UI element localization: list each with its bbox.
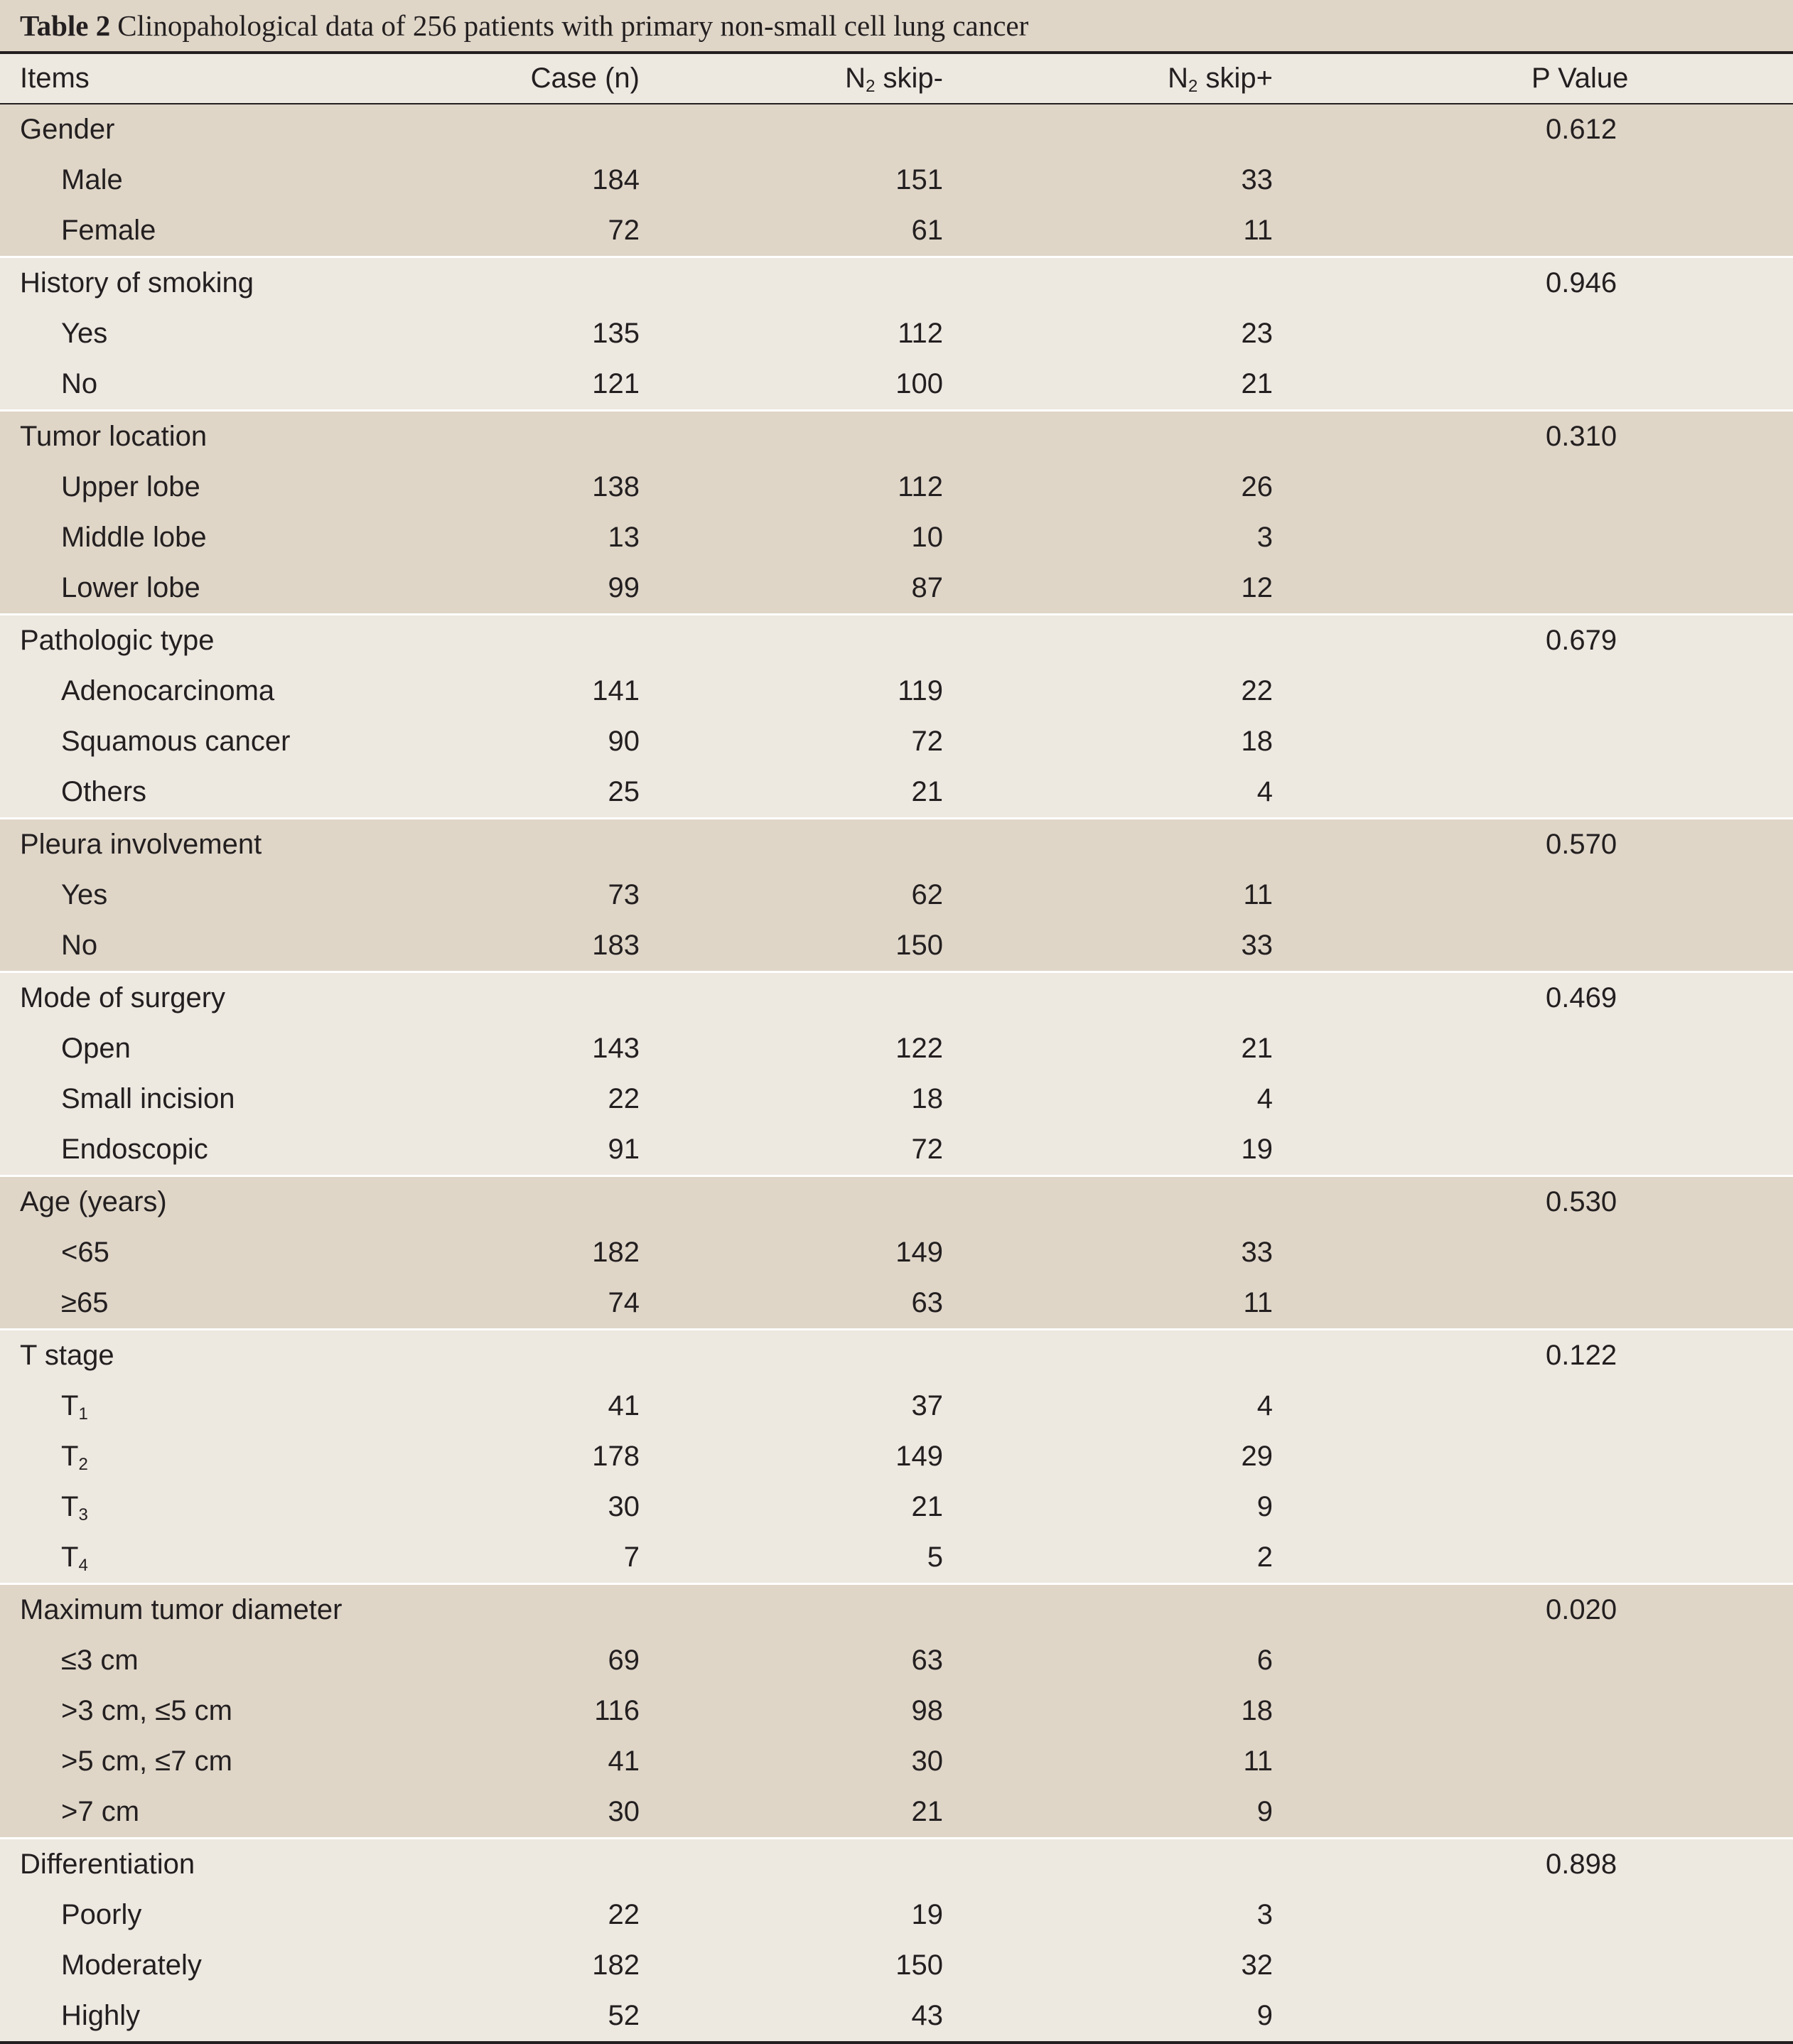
row-label: Squamous cancer	[0, 716, 455, 767]
group-header-row	[0, 615, 1793, 667]
n2-skip-minus-count: 19	[640, 1890, 986, 1940]
row-p-cell	[1323, 716, 1793, 767]
n2-skip-plus-count: 33	[986, 920, 1323, 972]
table-caption	[0, 0, 1793, 51]
case-count: 25	[455, 767, 640, 819]
n2-skip-minus-count: 43	[640, 1991, 986, 2043]
group-header-row	[0, 1839, 1793, 1890]
case-count: 13	[455, 512, 640, 563]
caption-label: Table 2	[20, 9, 111, 42]
group-label: Pathologic type	[0, 615, 455, 667]
group-header-row	[0, 104, 1793, 155]
group-header-row	[0, 1584, 1793, 1636]
n2-skip-plus-count: 9	[986, 1991, 1323, 2043]
case-count: 138	[455, 462, 640, 512]
row-p-cell	[1323, 1940, 1793, 1991]
case-count: 22	[455, 1890, 640, 1940]
row-p-cell	[1323, 1074, 1793, 1124]
case-count: 143	[455, 1023, 640, 1074]
header-n2-skip-minus	[640, 53, 986, 104]
table-row	[0, 716, 1793, 767]
case-count: 90	[455, 716, 640, 767]
table-row	[0, 1227, 1793, 1278]
case-count: 99	[455, 563, 640, 615]
n2-skip-minus-count: 112	[640, 462, 986, 512]
row-group	[0, 104, 1793, 257]
header-n2-minus-base: N	[845, 63, 866, 94]
n2-skip-plus-count: 19	[986, 1124, 1323, 1176]
table-row	[0, 308, 1793, 359]
n2-skip-minus-count: 21	[640, 1482, 986, 1532]
row-label-base: T	[61, 1390, 79, 1421]
row-label: Highly	[0, 1991, 455, 2043]
group-n2-plus-cell	[986, 819, 1323, 871]
n2-skip-minus-count: 112	[640, 308, 986, 359]
p-value: 0.122	[1323, 1330, 1793, 1382]
row-group	[0, 1330, 1793, 1584]
n2-skip-minus-count: 149	[640, 1431, 986, 1482]
group-case-cell	[455, 411, 640, 463]
n2-skip-plus-count: 23	[986, 308, 1323, 359]
case-count: 135	[455, 308, 640, 359]
row-label-subscript: 2	[78, 1455, 88, 1474]
n2-skip-plus-count: 11	[986, 870, 1323, 920]
table-row	[0, 1686, 1793, 1736]
n2-skip-plus-count: 26	[986, 462, 1323, 512]
header-n2-plus-sub: 2	[1188, 77, 1198, 96]
row-p-cell	[1323, 1227, 1793, 1278]
p-value: 0.020	[1323, 1584, 1793, 1636]
row-group	[0, 411, 1793, 615]
n2-skip-minus-count: 37	[640, 1381, 986, 1431]
row-label: Poorly	[0, 1890, 455, 1940]
row-label: No	[0, 359, 455, 411]
n2-skip-plus-count: 11	[986, 205, 1323, 257]
row-group	[0, 1584, 1793, 1839]
row-p-cell	[1323, 870, 1793, 920]
p-value: 0.679	[1323, 615, 1793, 667]
row-p-cell	[1323, 155, 1793, 205]
n2-skip-plus-count: 18	[986, 716, 1323, 767]
case-count: 41	[455, 1736, 640, 1787]
row-label: >3 cm, ≤5 cm	[0, 1686, 455, 1736]
table-row	[0, 1124, 1793, 1176]
case-count: 52	[455, 1991, 640, 2043]
group-n2-minus-cell	[640, 411, 986, 463]
header-n2-skip-plus	[986, 53, 1323, 104]
n2-skip-minus-count: 151	[640, 155, 986, 205]
header-n2-plus-base: N	[1168, 63, 1189, 94]
n2-skip-minus-count: 149	[640, 1227, 986, 1278]
n2-skip-plus-count: 6	[986, 1635, 1323, 1686]
n2-skip-plus-count: 12	[986, 563, 1323, 615]
table-row	[0, 920, 1793, 972]
row-label: >7 cm	[0, 1787, 455, 1839]
group-n2-plus-cell	[986, 615, 1323, 667]
group-case-cell	[455, 1839, 640, 1890]
group-n2-plus-cell	[986, 411, 1323, 463]
case-count: 178	[455, 1431, 640, 1482]
table-row	[0, 1787, 1793, 1839]
n2-skip-plus-count: 21	[986, 1023, 1323, 1074]
p-value: 0.469	[1323, 972, 1793, 1024]
table-row	[0, 1890, 1793, 1940]
group-label: Age (years)	[0, 1176, 455, 1228]
case-count: 183	[455, 920, 640, 972]
n2-skip-minus-count: 10	[640, 512, 986, 563]
group-n2-minus-cell	[640, 1839, 986, 1890]
row-label: Endoscopic	[0, 1124, 455, 1176]
n2-skip-minus-count: 5	[640, 1532, 986, 1584]
n2-skip-minus-count: 150	[640, 1940, 986, 1991]
n2-skip-plus-count: 11	[986, 1736, 1323, 1787]
header-n2-minus-rest: skip-	[875, 63, 943, 94]
row-label: Small incision	[0, 1074, 455, 1124]
group-label: Differentiation	[0, 1839, 455, 1890]
case-count: 121	[455, 359, 640, 411]
n2-skip-plus-count: 33	[986, 155, 1323, 205]
table-row	[0, 1940, 1793, 1991]
group-n2-minus-cell	[640, 615, 986, 667]
group-n2-plus-cell	[986, 1176, 1323, 1228]
n2-skip-minus-count: 72	[640, 1124, 986, 1176]
n2-skip-minus-count: 62	[640, 870, 986, 920]
header-n2-minus-sub: 2	[866, 77, 876, 96]
row-label: Yes	[0, 308, 455, 359]
n2-skip-minus-count: 63	[640, 1278, 986, 1330]
table-row	[0, 359, 1793, 411]
table-row	[0, 563, 1793, 615]
case-count: 22	[455, 1074, 640, 1124]
row-p-cell	[1323, 1482, 1793, 1532]
group-n2-plus-cell	[986, 104, 1323, 155]
p-value: 0.310	[1323, 411, 1793, 463]
row-label	[0, 1482, 455, 1532]
row-group	[0, 1839, 1793, 2043]
row-p-cell	[1323, 666, 1793, 716]
row-p-cell	[1323, 1736, 1793, 1787]
case-count: 116	[455, 1686, 640, 1736]
row-p-cell	[1323, 512, 1793, 563]
case-count: 141	[455, 666, 640, 716]
group-n2-minus-cell	[640, 104, 986, 155]
row-group	[0, 257, 1793, 411]
header-p-value: P Value	[1323, 53, 1793, 104]
row-p-cell	[1323, 308, 1793, 359]
row-p-cell	[1323, 205, 1793, 257]
header-n2-plus-rest: skip+	[1197, 63, 1273, 94]
row-label	[0, 1381, 455, 1431]
n2-skip-minus-count: 21	[640, 1787, 986, 1839]
n2-skip-minus-count: 30	[640, 1736, 986, 1787]
group-label: History of smoking	[0, 257, 455, 309]
group-n2-minus-cell	[640, 819, 986, 871]
row-p-cell	[1323, 767, 1793, 819]
row-label: <65	[0, 1227, 455, 1278]
row-label: Upper lobe	[0, 462, 455, 512]
group-case-cell	[455, 615, 640, 667]
row-group	[0, 1176, 1793, 1330]
table-row	[0, 1381, 1793, 1431]
row-group	[0, 615, 1793, 819]
group-label: Pleura involvement	[0, 819, 455, 871]
case-count: 30	[455, 1787, 640, 1839]
n2-skip-plus-count: 18	[986, 1686, 1323, 1736]
table-row	[0, 1482, 1793, 1532]
caption-text: Clinopahological data of 256 patients with primary non-small cell lung cancer	[117, 9, 1029, 42]
row-p-cell	[1323, 1686, 1793, 1736]
row-p-cell	[1323, 462, 1793, 512]
row-label	[0, 1532, 455, 1584]
case-count: 73	[455, 870, 640, 920]
group-header-row	[0, 1176, 1793, 1228]
header-case: Case (n)	[455, 53, 640, 104]
row-p-cell	[1323, 1124, 1793, 1176]
row-label: Moderately	[0, 1940, 455, 1991]
row-p-cell	[1323, 359, 1793, 411]
row-p-cell	[1323, 1381, 1793, 1431]
group-header-row	[0, 1330, 1793, 1382]
n2-skip-minus-count: 122	[640, 1023, 986, 1074]
case-count: 30	[455, 1482, 640, 1532]
table-row	[0, 1023, 1793, 1074]
row-label-base: T	[61, 1491, 79, 1522]
n2-skip-plus-count: 21	[986, 359, 1323, 411]
header-row	[0, 53, 1793, 104]
row-label: ≤3 cm	[0, 1635, 455, 1686]
group-case-cell	[455, 1176, 640, 1228]
case-count: 7	[455, 1532, 640, 1584]
group-case-cell	[455, 104, 640, 155]
group-case-cell	[455, 257, 640, 309]
row-label-subscript: 3	[78, 1505, 88, 1524]
row-p-cell	[1323, 1991, 1793, 2043]
table-row	[0, 1278, 1793, 1330]
group-case-cell	[455, 972, 640, 1024]
n2-skip-minus-count: 98	[640, 1686, 986, 1736]
n2-skip-plus-count: 4	[986, 1381, 1323, 1431]
row-label: No	[0, 920, 455, 972]
row-p-cell	[1323, 1278, 1793, 1330]
n2-skip-minus-count: 100	[640, 359, 986, 411]
table-row	[0, 1991, 1793, 2043]
n2-skip-plus-count: 2	[986, 1532, 1323, 1584]
n2-skip-minus-count: 61	[640, 205, 986, 257]
group-header-row	[0, 972, 1793, 1024]
group-n2-minus-cell	[640, 1584, 986, 1636]
row-label: >5 cm, ≤7 cm	[0, 1736, 455, 1787]
table-row	[0, 1635, 1793, 1686]
group-n2-minus-cell	[640, 1330, 986, 1382]
case-count: 184	[455, 155, 640, 205]
table-row	[0, 666, 1793, 716]
clinicopathological-table	[0, 51, 1793, 2044]
row-p-cell	[1323, 1890, 1793, 1940]
group-case-cell	[455, 819, 640, 871]
n2-skip-minus-count: 119	[640, 666, 986, 716]
n2-skip-plus-count: 33	[986, 1227, 1323, 1278]
table-row	[0, 462, 1793, 512]
row-p-cell	[1323, 1787, 1793, 1839]
n2-skip-plus-count: 9	[986, 1482, 1323, 1532]
n2-skip-plus-count: 29	[986, 1431, 1323, 1482]
row-label: Lower lobe	[0, 563, 455, 615]
row-label-base: T	[61, 1441, 79, 1472]
n2-skip-minus-count: 72	[640, 716, 986, 767]
n2-skip-minus-count: 63	[640, 1635, 986, 1686]
table-row	[0, 1532, 1793, 1584]
row-label: Yes	[0, 870, 455, 920]
p-value: 0.570	[1323, 819, 1793, 871]
row-label-subscript: 4	[78, 1556, 88, 1575]
n2-skip-minus-count: 87	[640, 563, 986, 615]
row-label: Open	[0, 1023, 455, 1074]
row-label: Middle lobe	[0, 512, 455, 563]
n2-skip-plus-count: 22	[986, 666, 1323, 716]
row-label: Female	[0, 205, 455, 257]
n2-skip-plus-count: 3	[986, 512, 1323, 563]
table-row	[0, 1736, 1793, 1787]
group-n2-minus-cell	[640, 972, 986, 1024]
n2-skip-minus-count: 18	[640, 1074, 986, 1124]
group-n2-plus-cell	[986, 1839, 1323, 1890]
case-count: 74	[455, 1278, 640, 1330]
row-group	[0, 972, 1793, 1176]
row-label: Others	[0, 767, 455, 819]
group-label: Gender	[0, 104, 455, 155]
table-row	[0, 1074, 1793, 1124]
table-row	[0, 767, 1793, 819]
row-label: Male	[0, 155, 455, 205]
row-label: Adenocarcinoma	[0, 666, 455, 716]
table-row	[0, 155, 1793, 205]
case-count: 72	[455, 205, 640, 257]
p-value: 0.946	[1323, 257, 1793, 309]
row-p-cell	[1323, 920, 1793, 972]
group-n2-plus-cell	[986, 1584, 1323, 1636]
group-n2-plus-cell	[986, 1330, 1323, 1382]
row-label: ≥65	[0, 1278, 455, 1330]
n2-skip-plus-count: 4	[986, 767, 1323, 819]
case-count: 91	[455, 1124, 640, 1176]
n2-skip-plus-count: 32	[986, 1940, 1323, 1991]
row-p-cell	[1323, 563, 1793, 615]
group-label: Mode of surgery	[0, 972, 455, 1024]
group-case-cell	[455, 1330, 640, 1382]
n2-skip-minus-count: 150	[640, 920, 986, 972]
row-group	[0, 819, 1793, 972]
case-count: 41	[455, 1381, 640, 1431]
p-value: 0.530	[1323, 1176, 1793, 1228]
group-header-row	[0, 819, 1793, 871]
table-row	[0, 870, 1793, 920]
group-n2-minus-cell	[640, 1176, 986, 1228]
row-label-base: T	[61, 1542, 79, 1573]
case-count: 182	[455, 1940, 640, 1991]
table-row	[0, 205, 1793, 257]
row-p-cell	[1323, 1532, 1793, 1584]
table-row	[0, 1431, 1793, 1482]
group-n2-plus-cell	[986, 972, 1323, 1024]
group-n2-minus-cell	[640, 257, 986, 309]
table-row	[0, 512, 1793, 563]
group-n2-plus-cell	[986, 257, 1323, 309]
group-label: Maximum tumor diameter	[0, 1584, 455, 1636]
case-count: 182	[455, 1227, 640, 1278]
row-label	[0, 1431, 455, 1482]
n2-skip-plus-count: 3	[986, 1890, 1323, 1940]
case-count: 69	[455, 1635, 640, 1686]
row-p-cell	[1323, 1635, 1793, 1686]
row-label-subscript: 1	[78, 1404, 88, 1424]
n2-skip-minus-count: 21	[640, 767, 986, 819]
n2-skip-plus-count: 11	[986, 1278, 1323, 1330]
n2-skip-plus-count: 9	[986, 1787, 1323, 1839]
row-p-cell	[1323, 1431, 1793, 1482]
group-header-row	[0, 411, 1793, 463]
group-label: T stage	[0, 1330, 455, 1382]
group-header-row	[0, 257, 1793, 309]
group-label: Tumor location	[0, 411, 455, 463]
p-value: 0.898	[1323, 1839, 1793, 1890]
n2-skip-plus-count: 4	[986, 1074, 1323, 1124]
header-items: Items	[0, 53, 455, 104]
p-value: 0.612	[1323, 104, 1793, 155]
row-p-cell	[1323, 1023, 1793, 1074]
group-case-cell	[455, 1584, 640, 1636]
